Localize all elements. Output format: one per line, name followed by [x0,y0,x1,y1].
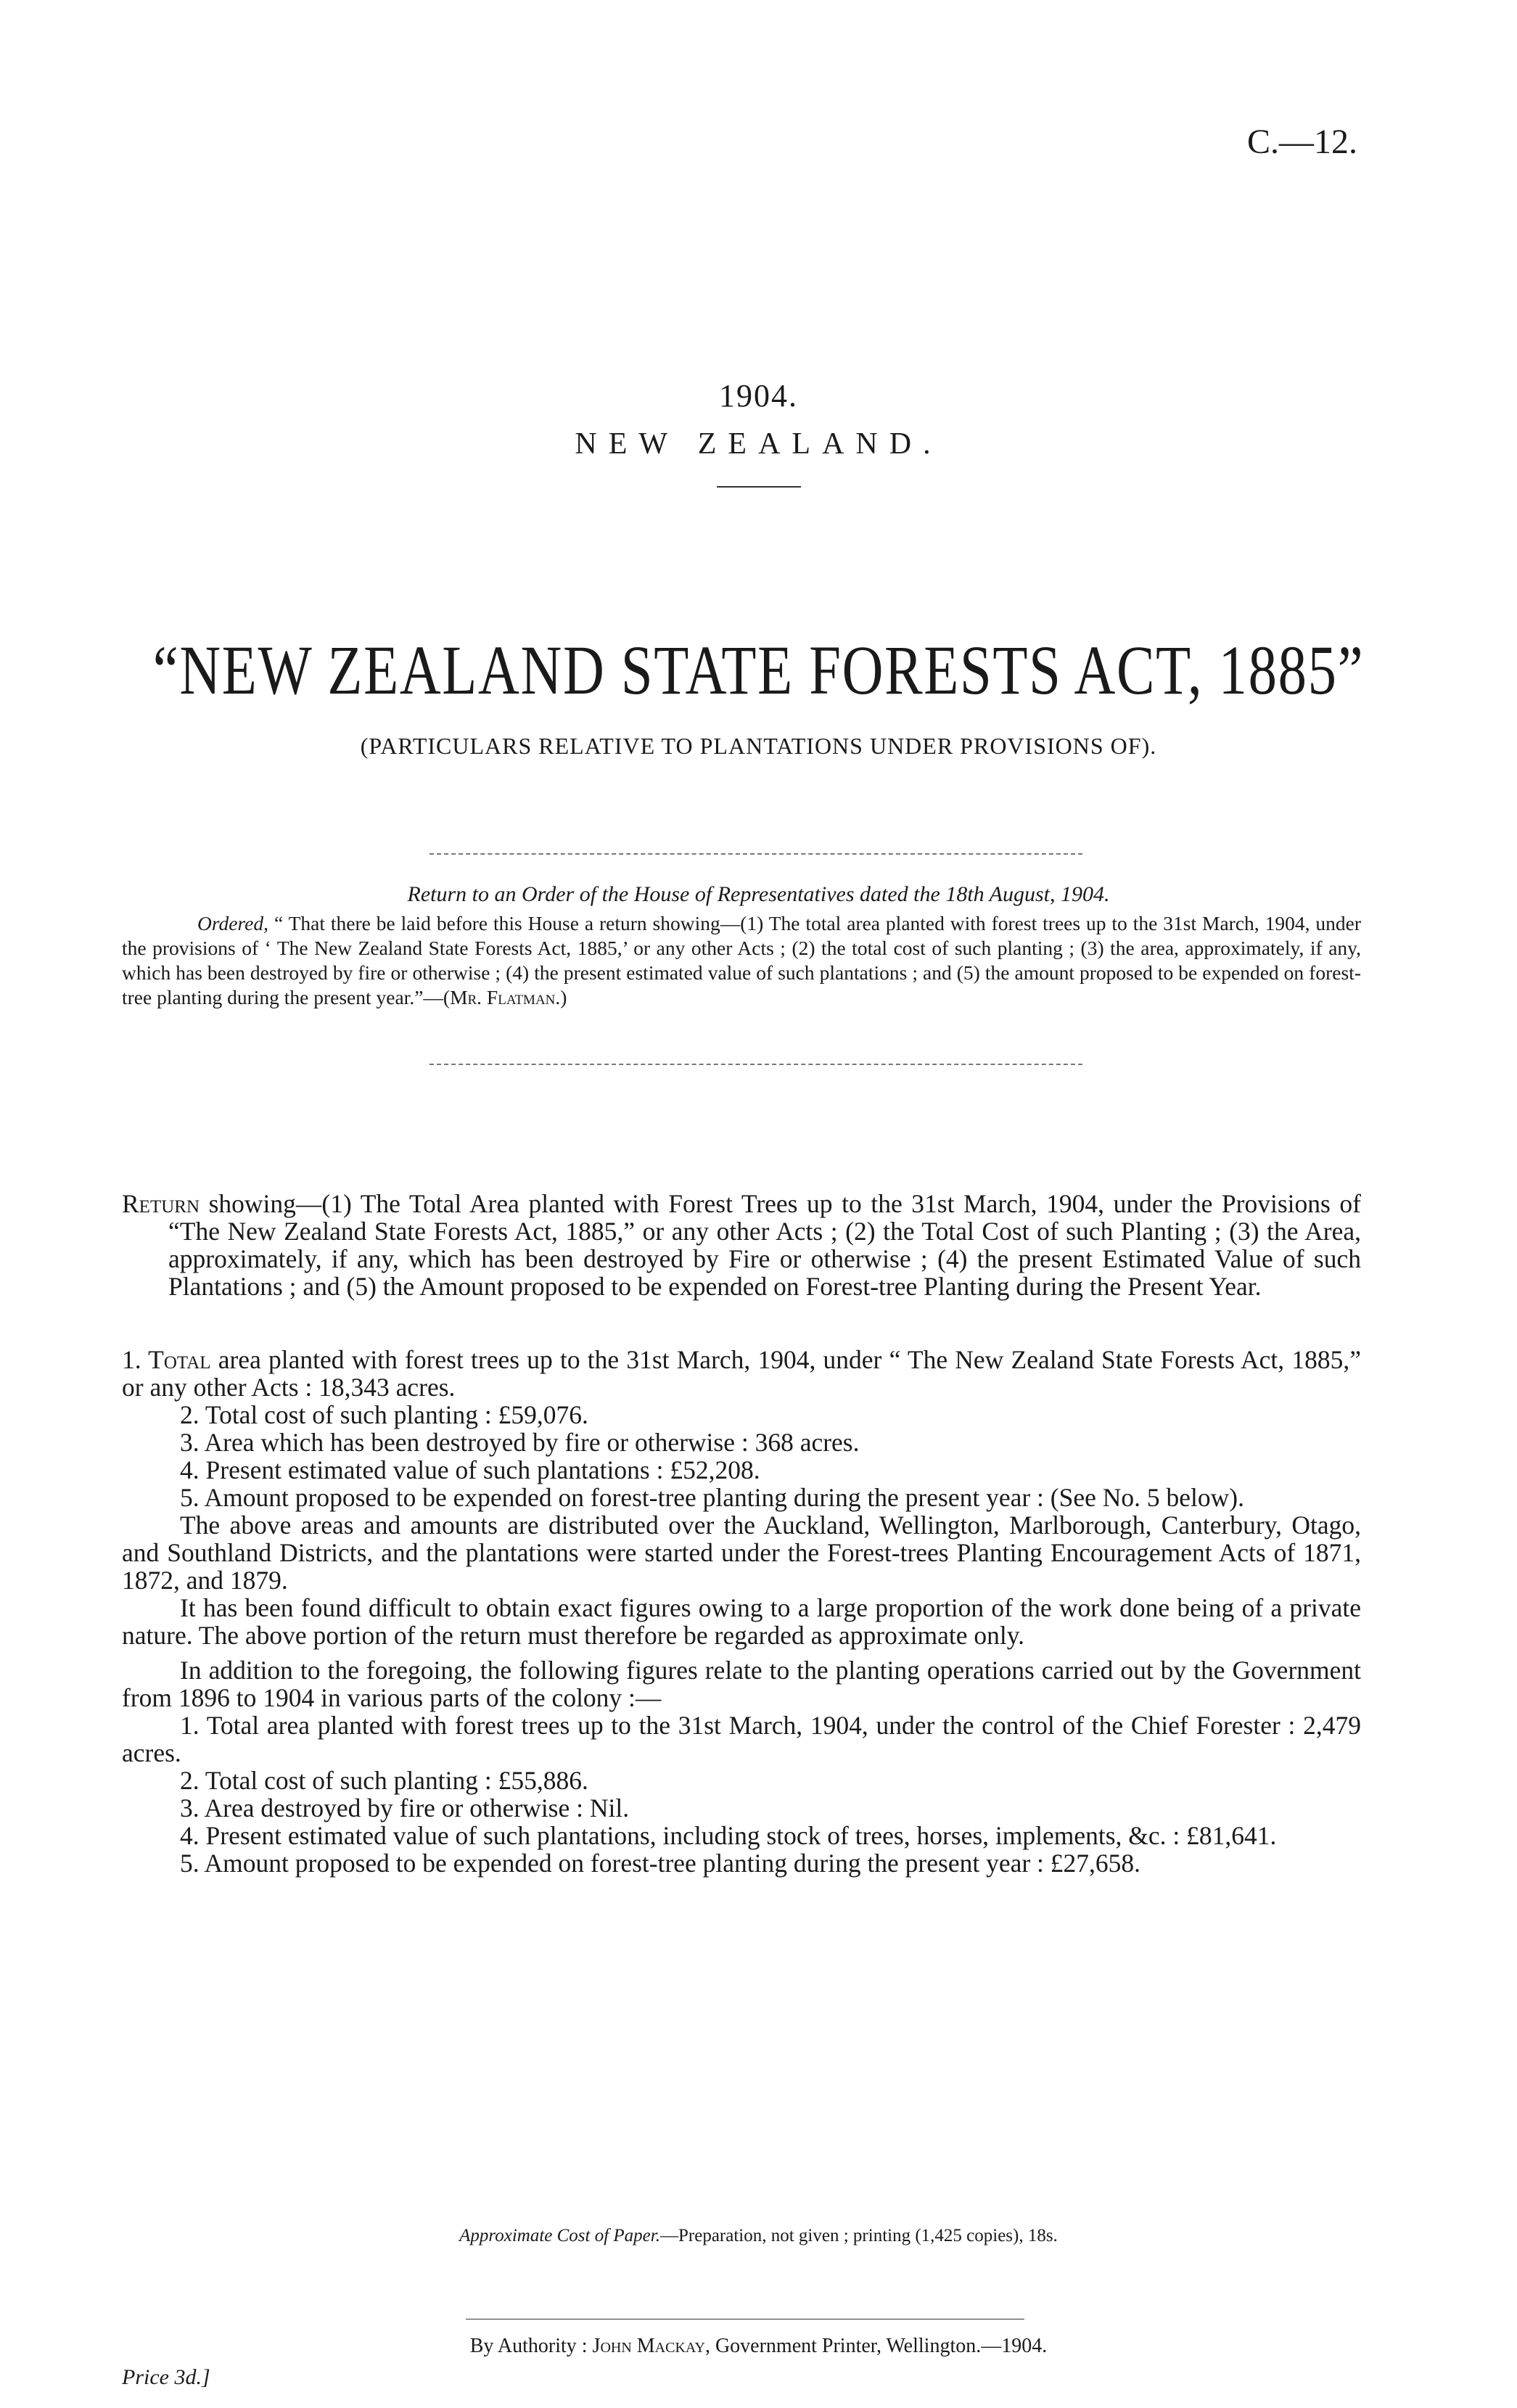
ordered-member: Mr. Flatman [450,986,556,1008]
return-order-line: Return to an Order of the House of Representatives dated the 18th August, 1904. [407,882,1110,906]
document-year: 1904. [719,378,798,414]
ordered-text: “ That there be laid before this House a return showing—(1) The total area planted with forest trees up to the 31st March, 1904, under the provisions of ‘ The New Zealand State Forests Act, 1885,’ or any other Acts ; (2) the total cost of such planting ; (3) the area, approximately, if any, which has been destroyed by fire or otherwise ; (4) the present estimated value of such plantations ; and (5) the amount proposed to be expended on forest-tree planting during the present year.”—( [122,912,1362,1008]
item-total-area [122,1346,1361,1401]
authority-name: John Mackay [592,2335,705,2357]
return-lead: Return [122,1189,200,1218]
gov-item-area-destroyed: 3. Area destroyed by fire or otherwise : Nil. [180,1793,630,1823]
paper-code: C.—12. [1246,123,1357,161]
item-estimated-value: 4. Present estimated value of such plantations : £52,208. [180,1455,760,1484]
cost-label: Approximate Cost of Paper. [459,2226,660,2245]
country-heading: NEW ZEALAND. [575,427,942,461]
paragraph-government: In addition to the foregoing, the following figures relate to the planting operations carried out by the Government from 1896 to 1904 in various parts of the colony :— [122,1656,1361,1712]
return-heading [122,1190,1361,1300]
gov-item-amount-proposed: 5. Amount proposed to be expended on forest-tree planting during the present year : £27,658. [180,1849,1141,1878]
gov-item-total-area: 1. Total area planted with forest trees up to the 31st March, 1904, under the control of the Chief Forester : 2,479 acres. [122,1711,1361,1767]
authority-line [0,2335,1517,2358]
page-title: “NEW ZEALAND STATE FORESTS ACT, 1885” [152,631,1365,709]
gov-item-estimated-value: 4. Present estimated value of such plantations, including stock of trees, horses, implements, &c. : £81,641. [180,1821,1277,1850]
item-total-cost: 2. Total cost of such planting : £59,076. [180,1400,588,1429]
authority-rest: , Government Printer, Wellington.—1904. [704,2335,1048,2357]
authority-lead: By Authority : [469,2335,593,2357]
paragraph-difficulty: It has been found difficult to obtain exact figures owing to a large proportion of the work done being of a private nature. The above portion of the return must therefore be regarded as approximate only. [122,1593,1361,1650]
item-amount-proposed: 5. Amount proposed to be expended on forest-tree planting during the present year : (See No. 5 below). [180,1483,1244,1512]
return-text: showing—(1) The Total Area planted with Forest Trees up to the 31st March, 1904, under the Provisions of “The New Zealand State Forests Act, 1885,” or any other Acts ; (2) the Total Cost of such Planting ; (3) the Area, approximately, if any, which has been destroyed by Fire or otherwise ; (4) the present Estimated Value of such Plantations ; and (5) the Amount proposed to be expended on Forest-tree Planting during the Present Year. [168,1189,1361,1301]
item-lead: 1. Total [122,1345,211,1374]
divider-bottom [429,1064,1082,1065]
return-body [122,1346,1361,1877]
ordered-end: .) [555,986,567,1008]
ordered-paragraph [122,911,1361,1010]
price: Price 3d.] [122,2365,210,2389]
item-area-destroyed: 3. Area which has been destroyed by fire or otherwise : 368 acres. [180,1428,860,1457]
paragraph-districts: The above areas and amounts are distributed over the Auckland, Wellington, Marlborough, Canterbury, Otago, and Southland Districts, and the plantations were started under the Forest-trees Planting Encouragement Acts of 1871, 1872, and 1879. [122,1511,1361,1595]
divider-top [429,853,1082,855]
page-subtitle: (PARTICULARS RELATIVE TO PLANTATIONS UNDER PROVISIONS OF). [360,733,1157,759]
cost-of-paper [0,2226,1517,2246]
short-rule [717,486,801,488]
cost-text: —Preparation, not given ; printing (1,425 copies), 18s. [660,2226,1058,2245]
item-text: area planted with forest trees up to the 31st March, 1904, under “ The New Zealand State Forests Act, 1885,” or any other Acts : 18,343 acres. [122,1345,1361,1402]
ordered-label: Ordered, [197,912,269,934]
gov-item-total-cost: 2. Total cost of such planting : £55,886. [180,1766,588,1795]
